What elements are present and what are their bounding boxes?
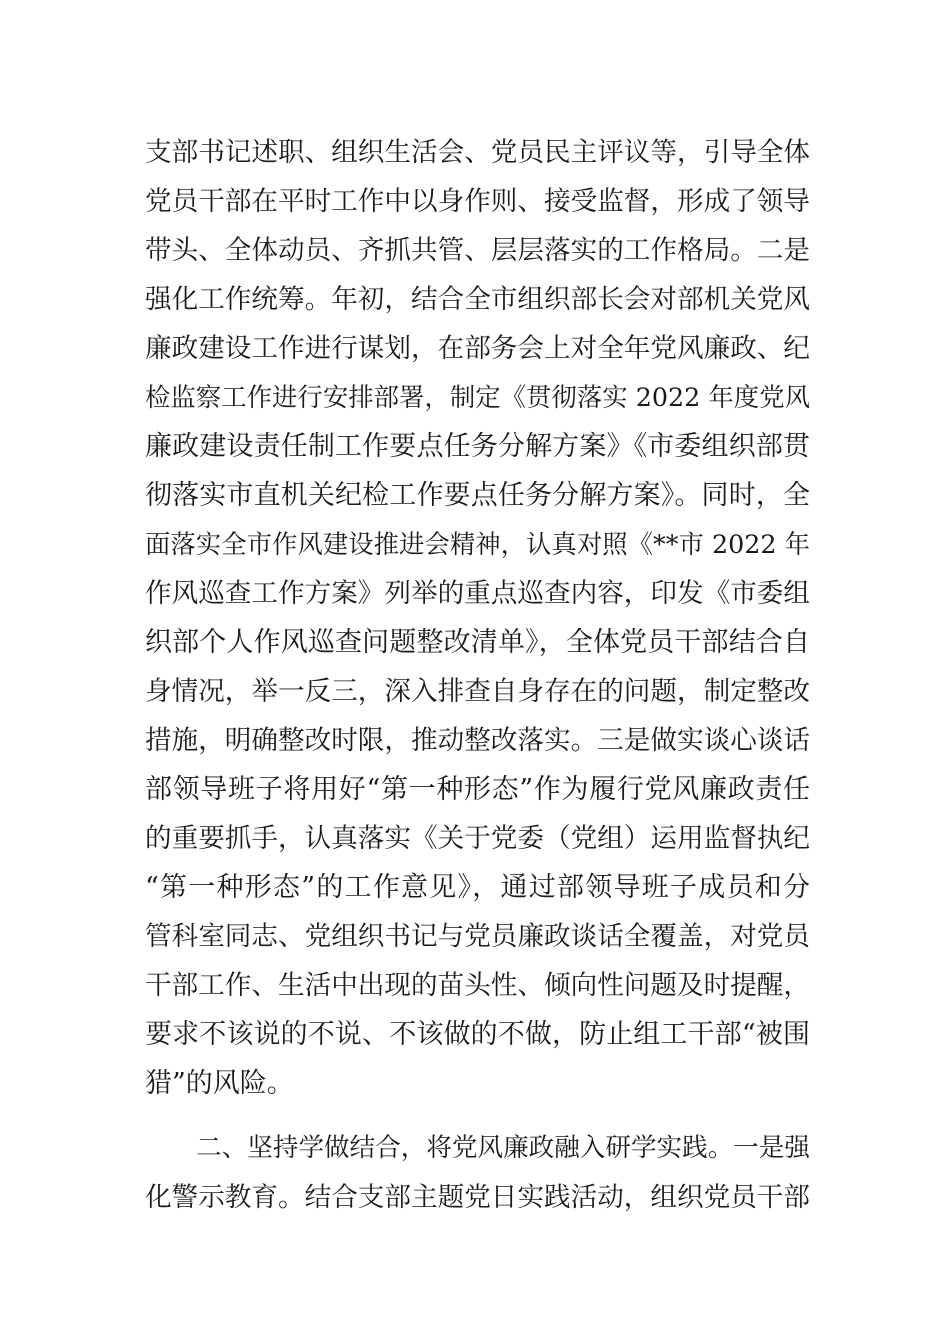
text-line: 的重要抓手，认真落实《关于党委（党组）运用监督执纪 xyxy=(145,823,810,854)
text-line: 带头、全体动员、齐抓共管、层层落实的工作格局。二是 xyxy=(145,235,810,266)
text-line: 措施，明确整改时限，推动整改落实。三是做实谈心谈话 xyxy=(145,725,810,756)
text-line: 廉政建设工作进行谋划，在部务会上对全年党风廉政、纪 xyxy=(145,333,810,364)
text-line: 猎”的风险。 xyxy=(145,1068,294,1099)
text-line: 党员干部在平时工作中以身作则、接受监督，形成了领导 xyxy=(145,186,810,217)
text-line: 彻落实市直机关纪检工作要点任务分解方案》。同时，全 xyxy=(145,480,810,511)
text-line: 二、坚持学做结合，将党风廉政融入研学实践。一是强 xyxy=(145,1133,810,1163)
text-line: 检监察工作进行安排部署，制定《贯彻落实 2022 年度党风 xyxy=(145,382,810,412)
text-line: 身情况，举一反三，深入排查自身存在的问题，制定整改 xyxy=(145,676,810,707)
text-line: “第一种形态”的工作意见》，通过部领导班子成员和分 xyxy=(145,872,810,903)
text-line: 织部个人作风巡查问题整改清单》，全体党员干部结合自 xyxy=(145,627,810,658)
text-line: 支部书记述职、组织生活会、党员民主评议等，引导全体 xyxy=(145,137,810,168)
text-line: 干部工作、生活中出现的苗头性、倾向性问题及时提醒， xyxy=(145,970,810,1001)
text-line: 部领导班子将用好“第一种形态”作为履行党风廉政责任 xyxy=(145,774,810,805)
text-line: 强化工作统筹。年初，结合全市组织部长会对部机关党风 xyxy=(145,284,810,315)
text-line: 面落实全市作风建设推进会精神，认真对照《**市 2022 年 xyxy=(145,529,810,559)
text-line: 管科室同志、党组织书记与党员廉政谈话全覆盖，对党员 xyxy=(145,921,810,952)
body-paragraph-2 xyxy=(145,1124,810,1222)
text-line: 要求不该说的不说、不该做的不做，防止组工干部“被围 xyxy=(145,1019,810,1050)
body-paragraph-1 xyxy=(145,128,810,1108)
text-line: 化警示教育。结合支部主题党日实践活动，组织党员干部 xyxy=(145,1182,810,1213)
text-line: 廉政建设责任制工作要点任务分解方案》《市委组织部贯 xyxy=(145,431,810,462)
text-line: 作风巡查工作方案》列举的重点巡查内容，印发《市委组 xyxy=(145,578,810,609)
